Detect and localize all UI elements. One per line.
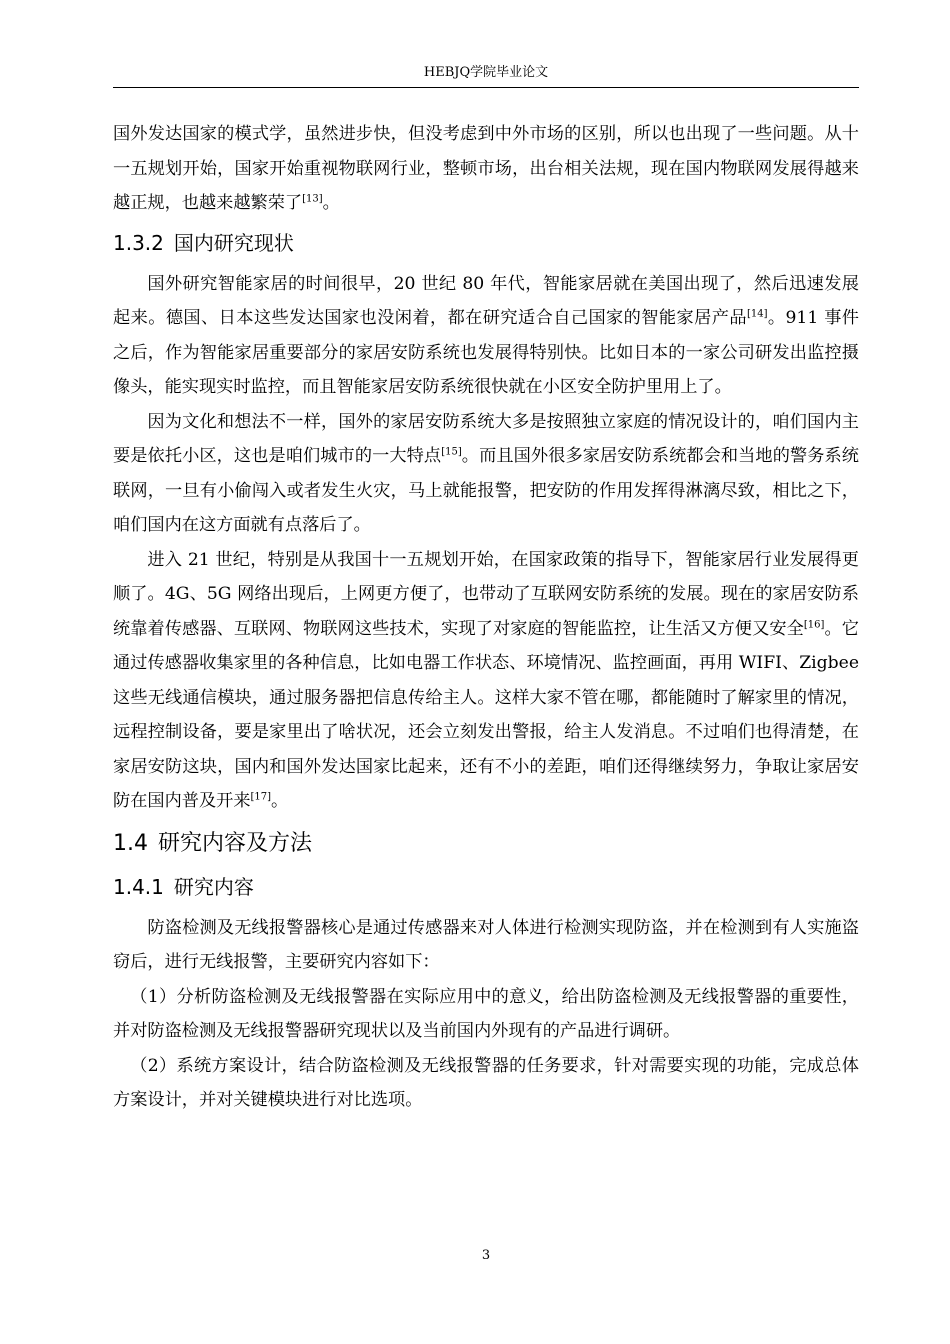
citation: [15] — [441, 446, 462, 458]
paragraph-text: 国外发达国家的模式学，虽然进步快，但没考虑到中外市场的区别，所以也出现了一些问题。从十一五规划开始，国家开始重视物联网行业，整顿市场，出台相关法规，现在国内物联网发展得越来越正规，也越来越繁荣了 — [113, 124, 859, 213]
paragraph-text: 因为文化和想法不一样，国外的家居安防系统大多是按照独立家庭的情况设计的，咱们国内主要是依托小区，这也是咱们城市的一大特点 — [113, 411, 859, 466]
page-number: 3 — [481, 1248, 491, 1263]
paragraph-text: （1）分析防盗检测及无线报警器在实际应用中的意义，给出防盗检测及无线报警器的重要性，并对防盗检测及无线报警器研究现状以及当前国内外现有的产品进行调研。 — [113, 986, 859, 1041]
running-header: HEBJQ学院毕业论文 — [423, 65, 549, 80]
section-number: 1.3.2 — [113, 230, 164, 255]
section-heading-1-4 — [113, 823, 859, 865]
paragraph-text: 国外研究智能家居的时间很早，20 世纪 80 年代，智能家居就在美国出现了，然后迅速发展起来。德国、日本这些发达国家也没闲着，都在研究适合自己国家的智能家居产品 — [113, 273, 859, 328]
citation: [17] — [250, 791, 272, 803]
citation: [16] — [803, 618, 825, 630]
paragraph-tail: 。而且国外很多家居安防系统都会和当地的警务系统联网，一旦有小偷闯入或者发生火灾，马上就能报警，把安防的作用发挥得淋漓尽致，相比之下，咱们国内在这方面就有点落后了。 — [113, 446, 859, 535]
section-title: 国内研究现状 — [173, 230, 294, 255]
page-body — [113, 117, 859, 1118]
paragraph-tail: 。911 事件之后，作为智能家居重要部分的家居安防系统也发展得特别快。比如日本的一家公司研发出监控摄像头，能实现实时监控，而且智能家居安防系统很快就在小区安全防护里用上了。 — [113, 308, 859, 397]
paragraph-text: （2）系统方案设计，结合防盗检测及无线报警器的任务要求，针对需要实现的功能，完成总体方案设计，并对关键模块进行对比选项。 — [113, 1055, 859, 1110]
paragraph-middle: 。它通过传感器收集家里的各种信息，比如电器工作状态、环境情况、监控画面，再用 WIFI、Zigbee 这些无线通信模块，通过服务器把信息传给主人。这样大家不管在哪，都能随时了解家里的情况，远程控制设备，要是家里出了啥状况，还会立刻发出警报，给主人发消息。不过咱们也得清楚，在家居安防这块，国内和国外发达国家比起来，还有不小的差距，咱们还得继续努力，争取让家居安防在国内普及开来 — [113, 618, 859, 811]
list-item-1 — [113, 980, 859, 1049]
paragraph-text: 进入 21 世纪，特别是从我国十一五规划开始，在国家政策的指导下，智能家居行业发展得更顺了。4G、5G 网络出现后，上网更方便了，也带动了互联网安防系统的发展。现在的家居安防系统靠着传感器、互联网、物联网这些技术，实现了对家庭的智能监控，让生活又方便又安全 — [113, 549, 859, 639]
paragraph-history — [113, 267, 859, 405]
section-number: 1.4 — [113, 830, 148, 856]
section-heading-1-4-1 — [113, 869, 859, 905]
paragraph-tail: 。 — [271, 791, 289, 811]
section-title: 研究内容及方法 — [158, 830, 313, 856]
citation: [13] — [302, 193, 323, 205]
section-title: 研究内容 — [173, 874, 254, 899]
list-item-2 — [113, 1049, 859, 1118]
section-heading-1-3-2 — [113, 225, 859, 261]
citation: [14] — [746, 308, 768, 320]
paragraph-tail: 。 — [322, 193, 340, 213]
header-rule — [113, 87, 859, 88]
paragraph-intro — [113, 117, 859, 221]
paragraph-research-intro — [113, 911, 859, 980]
section-number: 1.4.1 — [113, 874, 164, 899]
paragraph-text: 防盗检测及无线报警器核心是通过传感器来对人体进行检测实现防盗，并在检测到有人实施盗窃后，进行无线报警，主要研究内容如下： — [113, 917, 859, 972]
paragraph-development — [113, 543, 859, 819]
paragraph-comparison — [113, 405, 859, 543]
